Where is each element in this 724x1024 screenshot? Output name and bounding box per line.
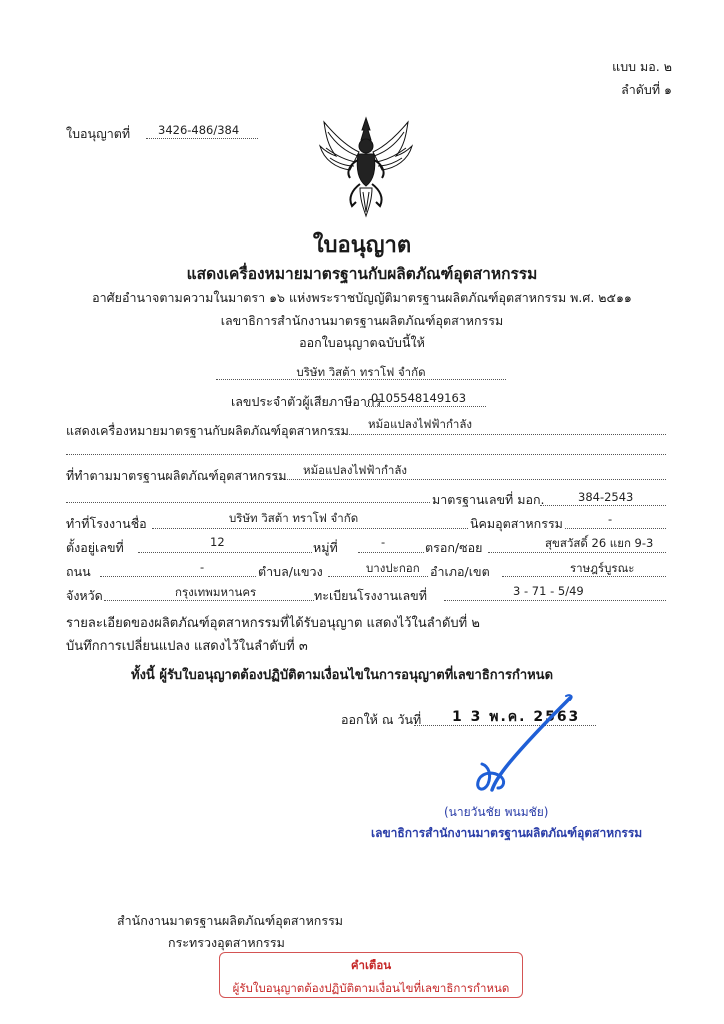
- license-number-line: [146, 138, 258, 139]
- estate-label: นิคมอุตสาหกรรม: [470, 516, 563, 531]
- conform-extra-line: [66, 502, 430, 503]
- signature-mark: [470, 692, 580, 796]
- factory-name-value: บริษัท วิสต้า ทราโฟ จำกัด: [229, 511, 359, 525]
- issuer-line: เลขาธิการสำนักงานมาตรฐานผลิตภัณฑ์อุตสาหกรรม: [220, 313, 504, 328]
- registration-label: ทะเบียนโรงงานเลขที่: [314, 588, 427, 603]
- conform-value: หม้อแปลงไฟฟ้ากำลัง: [303, 463, 408, 477]
- signatory-position: เลขาธิการสำนักงานมาตรฐานผลิตภัณฑ์อุตสาหกรรม: [371, 826, 643, 840]
- conform-label: ที่ทำตามมาตรฐานผลิตภัณฑ์อุตสาหกรรม: [66, 468, 287, 483]
- office-name: สำนักงานมาตรฐานผลิตภัณฑ์อุตสาหกรรม: [117, 913, 344, 928]
- road-label: ถนน: [66, 564, 91, 579]
- moo-value: -: [381, 535, 386, 549]
- district-line: [502, 576, 666, 577]
- mark-label: แสดงเครื่องหมายมาตรฐานกับผลิตภัณฑ์อุตสาหกรรม: [66, 423, 349, 438]
- moo-label: หมู่ที่: [313, 540, 338, 555]
- soi-label: ตรอก/ซอย: [425, 540, 483, 555]
- standard-line: [540, 505, 666, 506]
- province-value: กรุงเทพมหานคร: [175, 585, 257, 599]
- licensee-company-line: [216, 379, 506, 380]
- address-line: [138, 552, 312, 553]
- license-number-value: 3426-486/384: [158, 123, 240, 137]
- estate-line: [565, 528, 666, 529]
- authority-line: อาศัยอำนาจตามความในมาตรา ๑๖ แห่งพระราชบัญญัติมาตรฐานผลิตภัณฑ์อุตสาหกรรม พ.ศ. ๒๕๑๑: [92, 290, 632, 305]
- standard-value: 384-2543: [578, 490, 634, 504]
- conform-line: [274, 479, 666, 480]
- subdistrict-label: ตำบล/แขวง: [258, 564, 323, 579]
- condition-line: ทั้งนี้ ผู้รับใบอนุญาตต้องปฏิบัติตามเงื่อนไขในการอนุญาตที่เลขาธิการกำหนด: [131, 668, 554, 683]
- moo-line: [358, 552, 424, 553]
- soi-value: สุขสวัสดิ์ 26 แยก 9-3: [545, 536, 654, 550]
- estate-value: -: [608, 512, 613, 526]
- factory-name-line: [152, 528, 468, 529]
- mark-value: หม้อแปลงไฟฟ้ากำลัง: [368, 417, 473, 431]
- district-value: ราษฎร์บูรณะ: [570, 561, 635, 575]
- address-value: 12: [210, 535, 225, 549]
- issue-to-line: ออกใบอนุญาตฉบับนี้ให้: [299, 335, 425, 350]
- mark-extra-line: [66, 454, 666, 455]
- ministry-name: กระทรวงอุตสาหกรรม: [168, 935, 285, 950]
- document-subtitle: แสดงเครื่องหมายมาตรฐานกับผลิตภัณฑ์อุตสาหกรรม: [186, 265, 538, 283]
- standard-label: มาตรฐานเลขที่ มอก.: [432, 492, 545, 507]
- mark-line: [330, 434, 666, 435]
- tax-id-line: [366, 406, 486, 407]
- form-sequence: ลำดับที่ ๑: [621, 82, 672, 97]
- license-number-label: ใบอนุญาตที่: [66, 126, 131, 141]
- registration-value: 3 - 71 - 5/49: [513, 584, 584, 598]
- factory-name-label: ทำที่โรงงานชื่อ: [66, 516, 147, 531]
- form-code: แบบ มอ. ๒: [612, 59, 672, 74]
- tax-id-label: เลขประจำตัวผู้เสียภาษีอากร: [231, 394, 382, 409]
- warning-title: คำเตือน: [350, 958, 392, 972]
- document-title: ใบอนุญาต: [312, 233, 412, 258]
- registration-line: [444, 600, 666, 601]
- details-line: รายละเอียดของผลิตภัณฑ์อุตสาหกรรมที่ได้รับอนุญาต แสดงไว้ในลำดับที่ ๒: [66, 616, 480, 631]
- tax-id-value: 0105548149163: [371, 391, 467, 405]
- soi-line: [488, 552, 666, 553]
- signatory-name: (นายวันชัย พนมชัย): [444, 805, 549, 819]
- road-line: [100, 576, 256, 577]
- licensee-company: บริษัท วิสต้า ทราโฟ จำกัด: [296, 365, 426, 379]
- subdistrict-value: บางปะกอก: [366, 561, 420, 575]
- issue-date-value: 1 3 พ.ค. 2563: [452, 709, 581, 725]
- province-line: [104, 600, 314, 601]
- road-value: -: [200, 560, 205, 574]
- district-label: อำเภอ/เขต: [430, 564, 490, 579]
- warning-text: ผู้รับใบอนุญาตต้องปฏิบัติตามเงื่อนไขที่เลขาธิการกำหนด: [232, 981, 510, 995]
- subdistrict-line: [328, 576, 428, 577]
- garuda-emblem-icon: [316, 116, 416, 218]
- changes-line: บันทึกการเปลี่ยนแปลง แสดงไว้ในลำดับที่ ๓: [66, 639, 308, 654]
- address-label: ตั้งอยู่เลขที่: [66, 540, 124, 555]
- issue-date-label: ออกให้ ณ วันที่: [341, 712, 422, 727]
- province-label: จังหวัด: [66, 588, 103, 603]
- warning-box: [219, 952, 523, 998]
